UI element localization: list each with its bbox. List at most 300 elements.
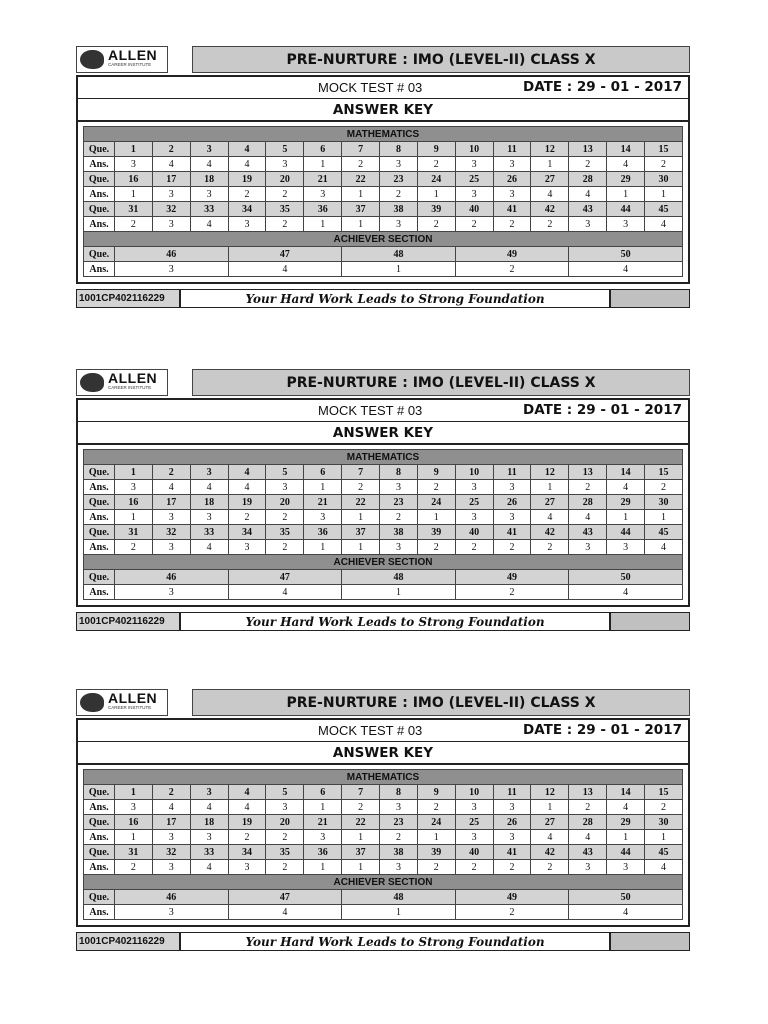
- achiever-answer-cell: 2: [455, 905, 569, 920]
- answer-cell: 4: [190, 860, 228, 875]
- logo-emblem-icon: [80, 50, 104, 69]
- answer-cell: 2: [531, 540, 569, 555]
- question-number-cell: 32: [152, 845, 190, 860]
- achiever-question-cell: 48: [342, 247, 456, 262]
- question-number-cell: 19: [228, 172, 266, 187]
- question-number-cell: 14: [607, 142, 645, 157]
- question-number-cell: 36: [304, 202, 342, 217]
- footer-code: 1001CP402116229: [76, 289, 180, 308]
- question-number-cell: 23: [380, 495, 418, 510]
- answer-row: [84, 860, 683, 875]
- question-number-cell: 16: [115, 495, 153, 510]
- answer-row: [84, 540, 683, 555]
- achiever-question-cell: 48: [342, 890, 456, 905]
- question-number-cell: 23: [380, 815, 418, 830]
- achiever-answer-cell: 3: [115, 262, 229, 277]
- question-number-cell: 9: [417, 785, 455, 800]
- answer-cell: 4: [531, 510, 569, 525]
- question-number-cell: 21: [304, 172, 342, 187]
- footer-code: 1001CP402116229: [76, 612, 180, 631]
- section-heading-achiever: ACHIEVER SECTION: [84, 232, 683, 247]
- question-number-cell: 4: [228, 785, 266, 800]
- achiever-answer-cell: 4: [569, 262, 683, 277]
- question-number-cell: 9: [417, 465, 455, 480]
- question-number-cell: 41: [493, 845, 531, 860]
- answer-cell: 3: [228, 217, 266, 232]
- question-number-cell: 15: [645, 785, 683, 800]
- achiever-question-cell: 46: [115, 570, 229, 585]
- section-row-mathematics: [84, 450, 683, 465]
- answer-cell: 2: [380, 187, 418, 202]
- question-number-cell: 34: [228, 202, 266, 217]
- question-number-cell: 21: [304, 815, 342, 830]
- achiever-question-cell: 50: [569, 247, 683, 262]
- answer-cell: 3: [190, 510, 228, 525]
- achiever-question-row: [84, 890, 683, 905]
- answer-cell: 2: [228, 830, 266, 845]
- answer-cell: 1: [417, 510, 455, 525]
- answer-cell: 3: [266, 157, 304, 172]
- question-number-cell: 30: [645, 815, 683, 830]
- answer-cell: 3: [115, 800, 153, 815]
- answer-cell: 1: [304, 800, 342, 815]
- achiever-answer-cell: 4: [228, 905, 342, 920]
- question-number-cell: 44: [607, 202, 645, 217]
- mock-test-row: [78, 720, 688, 742]
- que-label: Que.: [84, 785, 115, 800]
- answer-table-wrapper: [78, 765, 688, 925]
- achiever-question-cell: 48: [342, 570, 456, 585]
- slogan: Your Hard Work Leads to Strong Foundation: [180, 289, 610, 308]
- answer-cell: 3: [380, 217, 418, 232]
- answer-cell: 3: [380, 540, 418, 555]
- ans-label: Ans.: [84, 830, 115, 845]
- question-number-cell: 16: [115, 172, 153, 187]
- achiever-answer-row: [84, 262, 683, 277]
- answer-cell: 2: [417, 157, 455, 172]
- slogan: Your Hard Work Leads to Strong Foundation: [180, 612, 610, 631]
- question-number-cell: 42: [531, 525, 569, 540]
- answer-cell: 2: [266, 510, 304, 525]
- answer-cell: 1: [607, 187, 645, 202]
- question-number-cell: 35: [266, 202, 304, 217]
- question-number-cell: 39: [417, 525, 455, 540]
- achiever-question-cell: 46: [115, 247, 229, 262]
- question-number-cell: 8: [380, 142, 418, 157]
- achiever-question-cell: 50: [569, 890, 683, 905]
- question-number-cell: 45: [645, 845, 683, 860]
- ans-label: Ans.: [84, 905, 115, 920]
- answer-table-wrapper: [78, 445, 688, 605]
- question-number-cell: 30: [645, 495, 683, 510]
- answer-cell: 2: [569, 800, 607, 815]
- answer-cell: 3: [152, 540, 190, 555]
- answer-row: [84, 800, 683, 815]
- question-number-cell: 35: [266, 845, 304, 860]
- question-number-cell: 31: [115, 845, 153, 860]
- question-number-cell: 43: [569, 525, 607, 540]
- question-number-cell: 29: [607, 815, 645, 830]
- achiever-question-cell: 47: [228, 247, 342, 262]
- question-number-cell: 38: [380, 845, 418, 860]
- question-number-cell: 5: [266, 142, 304, 157]
- question-number-cell: 5: [266, 465, 304, 480]
- question-row: [84, 142, 683, 157]
- answer-cell: 1: [645, 830, 683, 845]
- answer-cell: 1: [607, 510, 645, 525]
- answer-cell: 4: [607, 800, 645, 815]
- question-number-cell: 32: [152, 202, 190, 217]
- achiever-answer-cell: 2: [455, 262, 569, 277]
- question-number-cell: 43: [569, 845, 607, 860]
- question-number-cell: 40: [455, 525, 493, 540]
- answer-cell: 3: [455, 830, 493, 845]
- answer-cell: 2: [531, 217, 569, 232]
- achiever-question-cell: 49: [455, 247, 569, 262]
- question-number-cell: 4: [228, 465, 266, 480]
- answer-cell: 3: [493, 510, 531, 525]
- answer-cell: 4: [645, 860, 683, 875]
- achiever-answer-cell: 4: [569, 585, 683, 600]
- question-number-cell: 25: [455, 495, 493, 510]
- footer-code: 1001CP402116229: [76, 932, 180, 951]
- answer-cell: 2: [266, 540, 304, 555]
- answer-key-heading: ANSWER KEY: [78, 742, 688, 765]
- achiever-question-cell: 49: [455, 890, 569, 905]
- ans-label: Ans.: [84, 540, 115, 555]
- achiever-answer-cell: 3: [115, 905, 229, 920]
- question-number-cell: 2: [152, 785, 190, 800]
- answer-cell: 3: [493, 800, 531, 815]
- question-number-cell: 6: [304, 465, 342, 480]
- question-number-cell: 33: [190, 525, 228, 540]
- mock-test-row: [78, 400, 688, 422]
- question-row: [84, 202, 683, 217]
- section-row-mathematics: [84, 127, 683, 142]
- test-date: DATE : 29 - 01 - 2017: [523, 79, 682, 95]
- question-row: [84, 495, 683, 510]
- answer-cell: 1: [304, 860, 342, 875]
- question-number-cell: 9: [417, 142, 455, 157]
- mock-test-label: MOCK TEST # 03: [318, 403, 423, 418]
- que-label: Que.: [84, 247, 115, 262]
- answer-key-sheet: [76, 367, 690, 657]
- question-number-cell: 33: [190, 845, 228, 860]
- allen-logo: [76, 369, 168, 396]
- question-number-cell: 43: [569, 202, 607, 217]
- answer-cell: 3: [152, 830, 190, 845]
- allen-logo: [76, 46, 168, 73]
- question-number-cell: 28: [569, 172, 607, 187]
- logo-name: ALLEN: [108, 690, 158, 706]
- question-number-cell: 3: [190, 465, 228, 480]
- answer-cell: 1: [342, 860, 380, 875]
- question-number-cell: 33: [190, 202, 228, 217]
- que-label: Que.: [84, 890, 115, 905]
- answer-cell: 2: [115, 540, 153, 555]
- answer-cell: 2: [228, 510, 266, 525]
- answer-table-wrapper: [78, 122, 688, 282]
- question-number-cell: 44: [607, 845, 645, 860]
- footer-blank-box: [610, 289, 690, 308]
- footer-blank-box: [610, 612, 690, 631]
- answer-table: [83, 769, 683, 920]
- answer-cell: 1: [304, 157, 342, 172]
- answer-cell: 3: [304, 510, 342, 525]
- exam-title: PRE-NURTURE : IMO (LEVEL-II) CLASS X: [192, 689, 690, 716]
- answer-cell: 3: [304, 187, 342, 202]
- question-number-cell: 16: [115, 815, 153, 830]
- answer-row: [84, 510, 683, 525]
- answer-cell: 2: [455, 217, 493, 232]
- answer-cell: 3: [455, 157, 493, 172]
- sheet-header: [76, 687, 690, 718]
- answer-cell: 4: [645, 540, 683, 555]
- answer-cell: 2: [493, 860, 531, 875]
- answer-cell: 3: [569, 540, 607, 555]
- que-label: Que.: [84, 172, 115, 187]
- answer-cell: 2: [266, 217, 304, 232]
- answer-cell: 3: [190, 187, 228, 202]
- question-number-cell: 12: [531, 785, 569, 800]
- section-heading-achiever: ACHIEVER SECTION: [84, 875, 683, 890]
- answer-key-box: [76, 718, 690, 927]
- question-number-cell: 25: [455, 172, 493, 187]
- answer-cell: 1: [115, 510, 153, 525]
- answer-cell: 4: [569, 187, 607, 202]
- achiever-question-cell: 47: [228, 570, 342, 585]
- answer-cell: 3: [380, 480, 418, 495]
- question-number-cell: 26: [493, 815, 531, 830]
- logo-subtitle: CAREER INSTITUTE: [108, 705, 152, 710]
- answer-cell: 2: [417, 860, 455, 875]
- question-number-cell: 19: [228, 495, 266, 510]
- question-number-cell: 36: [304, 525, 342, 540]
- question-number-cell: 41: [493, 202, 531, 217]
- answer-cell: 4: [531, 187, 569, 202]
- question-row: [84, 525, 683, 540]
- question-number-cell: 13: [569, 785, 607, 800]
- question-number-cell: 37: [342, 525, 380, 540]
- section-heading-mathematics: MATHEMATICS: [84, 450, 683, 465]
- achiever-answer-cell: 1: [342, 262, 456, 277]
- que-label: Que.: [84, 815, 115, 830]
- question-number-cell: 3: [190, 785, 228, 800]
- question-number-cell: 27: [531, 815, 569, 830]
- sheet-footer: [76, 932, 690, 953]
- answer-cell: 1: [304, 540, 342, 555]
- ans-label: Ans.: [84, 187, 115, 202]
- answer-cell: 3: [607, 860, 645, 875]
- achiever-answer-cell: 3: [115, 585, 229, 600]
- question-number-cell: 42: [531, 202, 569, 217]
- answer-cell: 1: [115, 187, 153, 202]
- achiever-question-row: [84, 570, 683, 585]
- sheet-footer: [76, 612, 690, 633]
- question-number-cell: 40: [455, 202, 493, 217]
- answer-cell: 3: [380, 860, 418, 875]
- question-number-cell: 4: [228, 142, 266, 157]
- logo-name: ALLEN: [108, 370, 158, 386]
- question-number-cell: 10: [455, 142, 493, 157]
- answer-cell: 1: [342, 510, 380, 525]
- answer-cell: 4: [645, 217, 683, 232]
- answer-cell: 3: [493, 157, 531, 172]
- question-number-cell: 17: [152, 495, 190, 510]
- question-number-cell: 27: [531, 172, 569, 187]
- answer-cell: 2: [417, 540, 455, 555]
- test-date: DATE : 29 - 01 - 2017: [523, 722, 682, 738]
- answer-cell: 3: [228, 540, 266, 555]
- answer-cell: 2: [569, 157, 607, 172]
- question-number-cell: 15: [645, 465, 683, 480]
- question-number-cell: 45: [645, 202, 683, 217]
- answer-cell: 3: [493, 480, 531, 495]
- answer-cell: 3: [115, 157, 153, 172]
- section-row-achiever: [84, 555, 683, 570]
- question-number-cell: 20: [266, 495, 304, 510]
- question-number-cell: 24: [417, 815, 455, 830]
- answer-cell: 4: [228, 480, 266, 495]
- question-number-cell: 17: [152, 172, 190, 187]
- question-row: [84, 845, 683, 860]
- answer-cell: 4: [190, 480, 228, 495]
- answer-cell: 3: [455, 800, 493, 815]
- question-number-cell: 24: [417, 172, 455, 187]
- question-number-cell: 10: [455, 785, 493, 800]
- question-number-cell: 7: [342, 465, 380, 480]
- answer-cell: 3: [152, 510, 190, 525]
- question-number-cell: 26: [493, 172, 531, 187]
- question-number-cell: 39: [417, 202, 455, 217]
- question-number-cell: 22: [342, 815, 380, 830]
- achiever-answer-cell: 2: [455, 585, 569, 600]
- sheet-header: [76, 44, 690, 75]
- question-number-cell: 23: [380, 172, 418, 187]
- question-number-cell: 29: [607, 172, 645, 187]
- answer-cell: 2: [493, 217, 531, 232]
- answer-cell: 2: [417, 217, 455, 232]
- answer-cell: 3: [152, 860, 190, 875]
- question-number-cell: 20: [266, 172, 304, 187]
- question-number-cell: 22: [342, 172, 380, 187]
- que-label: Que.: [84, 202, 115, 217]
- sheet-footer: [76, 289, 690, 310]
- question-number-cell: 11: [493, 785, 531, 800]
- answer-cell: 1: [417, 830, 455, 845]
- section-heading-mathematics: MATHEMATICS: [84, 770, 683, 785]
- answer-cell: 2: [645, 480, 683, 495]
- question-number-cell: 24: [417, 495, 455, 510]
- question-number-cell: 18: [190, 815, 228, 830]
- answer-key-heading: ANSWER KEY: [78, 99, 688, 122]
- question-number-cell: 14: [607, 465, 645, 480]
- que-label: Que.: [84, 142, 115, 157]
- question-number-cell: 6: [304, 142, 342, 157]
- sheet-header: [76, 367, 690, 398]
- question-number-cell: 44: [607, 525, 645, 540]
- answer-cell: 1: [342, 187, 380, 202]
- answer-cell: 3: [607, 540, 645, 555]
- answer-cell: 1: [304, 480, 342, 495]
- question-number-cell: 11: [493, 142, 531, 157]
- answer-cell: 1: [342, 217, 380, 232]
- question-number-cell: 14: [607, 785, 645, 800]
- answer-cell: 2: [115, 860, 153, 875]
- question-number-cell: 22: [342, 495, 380, 510]
- question-number-cell: 25: [455, 815, 493, 830]
- answer-cell: 2: [645, 157, 683, 172]
- question-number-cell: 12: [531, 142, 569, 157]
- question-number-cell: 2: [152, 142, 190, 157]
- answer-key-sheet: [76, 687, 690, 962]
- answer-cell: 4: [190, 157, 228, 172]
- answer-cell: 1: [645, 187, 683, 202]
- answer-cell: 3: [607, 217, 645, 232]
- answer-cell: 4: [531, 830, 569, 845]
- question-number-cell: 13: [569, 142, 607, 157]
- achiever-question-cell: 46: [115, 890, 229, 905]
- allen-logo: [76, 689, 168, 716]
- ans-label: Ans.: [84, 800, 115, 815]
- answer-cell: 3: [152, 187, 190, 202]
- question-number-cell: 2: [152, 465, 190, 480]
- slogan: Your Hard Work Leads to Strong Foundation: [180, 932, 610, 951]
- section-row-achiever: [84, 232, 683, 247]
- answer-cell: 4: [569, 830, 607, 845]
- answer-cell: 4: [190, 800, 228, 815]
- answer-cell: 4: [569, 510, 607, 525]
- answer-cell: 4: [607, 157, 645, 172]
- achiever-answer-cell: 4: [569, 905, 683, 920]
- answer-key-sheet: [76, 44, 690, 334]
- test-date: DATE : 29 - 01 - 2017: [523, 402, 682, 418]
- answer-cell: 3: [190, 830, 228, 845]
- answer-cell: 2: [266, 187, 304, 202]
- answer-cell: 2: [228, 187, 266, 202]
- footer-blank-box: [610, 932, 690, 951]
- answer-table: [83, 126, 683, 277]
- answer-cell: 1: [531, 157, 569, 172]
- answer-cell: 4: [607, 480, 645, 495]
- answer-key-box: [76, 75, 690, 284]
- answer-key-box: [76, 398, 690, 607]
- ans-label: Ans.: [84, 480, 115, 495]
- achiever-answer-cell: 1: [342, 585, 456, 600]
- answer-cell: 2: [115, 217, 153, 232]
- answer-row: [84, 830, 683, 845]
- answer-cell: 2: [569, 480, 607, 495]
- exam-title: PRE-NURTURE : IMO (LEVEL-II) CLASS X: [192, 46, 690, 73]
- answer-cell: 4: [228, 157, 266, 172]
- answer-cell: 3: [304, 830, 342, 845]
- question-number-cell: 1: [115, 785, 153, 800]
- answer-cell: 2: [531, 860, 569, 875]
- question-number-cell: 35: [266, 525, 304, 540]
- question-number-cell: 38: [380, 202, 418, 217]
- question-number-cell: 38: [380, 525, 418, 540]
- answer-cell: 1: [417, 187, 455, 202]
- ans-label: Ans.: [84, 217, 115, 232]
- answer-cell: 3: [455, 187, 493, 202]
- answer-cell: 3: [455, 510, 493, 525]
- logo-subtitle: CAREER INSTITUTE: [108, 385, 152, 390]
- achiever-question-row: [84, 247, 683, 262]
- question-number-cell: 29: [607, 495, 645, 510]
- achiever-answer-row: [84, 585, 683, 600]
- question-number-cell: 39: [417, 845, 455, 860]
- answer-cell: 1: [304, 217, 342, 232]
